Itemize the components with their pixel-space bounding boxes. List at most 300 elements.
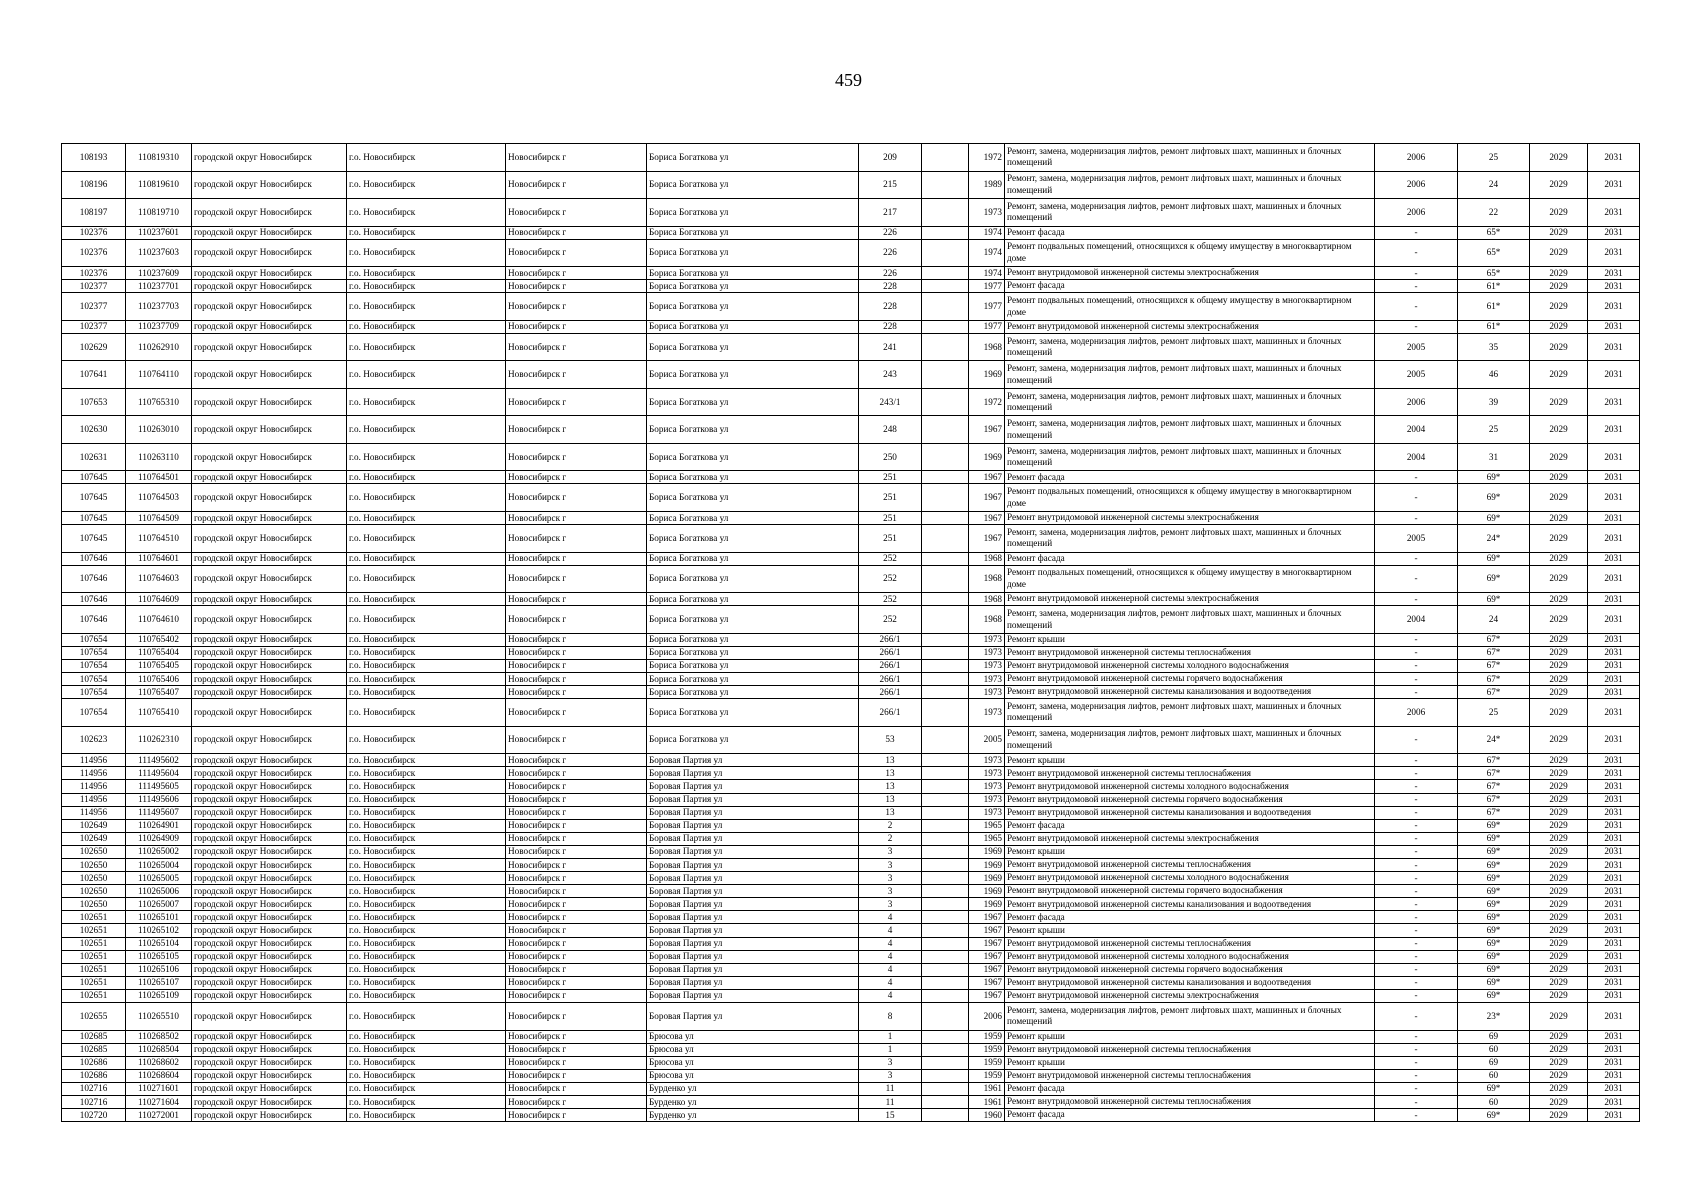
cell-last-repair-year: - bbox=[1375, 484, 1458, 512]
cell-house-id: 102685 bbox=[62, 1030, 126, 1043]
cell-building bbox=[922, 333, 969, 361]
cell-item-code: 110265005 bbox=[126, 872, 192, 885]
table-row bbox=[62, 239, 1640, 267]
cell-plan-end-year: 2031 bbox=[1588, 1043, 1640, 1056]
cell-house-number: 266/1 bbox=[859, 699, 922, 727]
cell-build-year: 1974 bbox=[969, 226, 1005, 239]
cell-last-repair-year: - bbox=[1375, 673, 1458, 686]
cell-plan-start-year: 2029 bbox=[1530, 976, 1588, 989]
cell-municipal-district: г.о. Новосибирск bbox=[347, 239, 506, 267]
cell-last-repair-year: - bbox=[1375, 633, 1458, 646]
table-row bbox=[62, 280, 1640, 293]
cell-municipal-district: г.о. Новосибирск bbox=[347, 858, 506, 871]
cell-wear-percent: 67* bbox=[1458, 767, 1530, 780]
cell-municipality: городской округ Новосибирск bbox=[192, 471, 347, 484]
cell-house-id: 102623 bbox=[62, 726, 126, 754]
cell-work-type: Ремонт внутридомовой инженерной системы теплоснабжения bbox=[1005, 1095, 1375, 1108]
cell-plan-end-year: 2031 bbox=[1588, 267, 1640, 280]
cell-wear-percent: 69* bbox=[1458, 593, 1530, 606]
cell-plan-end-year: 2031 bbox=[1588, 845, 1640, 858]
cell-house-number: 251 bbox=[859, 471, 922, 484]
cell-item-code: 110764503 bbox=[126, 484, 192, 512]
cell-street: Боровая Партия ул bbox=[647, 963, 859, 976]
table-row bbox=[62, 924, 1640, 937]
cell-build-year: 1968 bbox=[969, 552, 1005, 565]
cell-plan-start-year: 2029 bbox=[1530, 780, 1588, 793]
table-row bbox=[62, 443, 1640, 471]
cell-build-year: 1969 bbox=[969, 845, 1005, 858]
table-row bbox=[62, 199, 1640, 227]
cell-wear-percent: 69* bbox=[1458, 911, 1530, 924]
cell-building bbox=[922, 565, 969, 593]
cell-plan-start-year: 2029 bbox=[1530, 963, 1588, 976]
table-row bbox=[62, 226, 1640, 239]
cell-last-repair-year: - bbox=[1375, 1056, 1458, 1069]
cell-work-type: Ремонт внутридомовой инженерной системы электроснабжения bbox=[1005, 267, 1375, 280]
cell-plan-end-year: 2031 bbox=[1588, 793, 1640, 806]
cell-municipal-district: г.о. Новосибирск bbox=[347, 793, 506, 806]
cell-plan-start-year: 2029 bbox=[1530, 226, 1588, 239]
cell-last-repair-year: - bbox=[1375, 937, 1458, 950]
cell-house-number: 228 bbox=[859, 293, 922, 321]
cell-building bbox=[922, 361, 969, 389]
cell-last-repair-year: - bbox=[1375, 726, 1458, 754]
cell-work-type: Ремонт фасада bbox=[1005, 1109, 1375, 1122]
table-row bbox=[62, 333, 1640, 361]
cell-municipality: городской округ Новосибирск bbox=[192, 1082, 347, 1095]
table-row bbox=[62, 845, 1640, 858]
cell-street: Боровая Партия ул bbox=[647, 937, 859, 950]
cell-street: Боровая Партия ул bbox=[647, 832, 859, 845]
cell-wear-percent: 69* bbox=[1458, 885, 1530, 898]
cell-wear-percent: 25 bbox=[1458, 699, 1530, 727]
cell-locality: Новосибирск г bbox=[506, 416, 647, 444]
cell-plan-end-year: 2031 bbox=[1588, 1030, 1640, 1043]
cell-wear-percent: 24* bbox=[1458, 726, 1530, 754]
cell-plan-start-year: 2029 bbox=[1530, 171, 1588, 199]
cell-last-repair-year: 2005 bbox=[1375, 361, 1458, 389]
cell-last-repair-year: 2006 bbox=[1375, 388, 1458, 416]
cell-last-repair-year: 2004 bbox=[1375, 443, 1458, 471]
cell-work-type: Ремонт, замена, модернизация лифтов, ремонт лифтовых шахт, машинных и блочных помещений bbox=[1005, 606, 1375, 634]
cell-house-number: 13 bbox=[859, 767, 922, 780]
cell-street: Боровая Партия ул bbox=[647, 754, 859, 767]
cell-plan-start-year: 2029 bbox=[1530, 898, 1588, 911]
cell-plan-start-year: 2029 bbox=[1530, 793, 1588, 806]
cell-municipality: городской округ Новосибирск bbox=[192, 872, 347, 885]
cell-municipal-district: г.о. Новосибирск bbox=[347, 606, 506, 634]
cell-municipality: городской округ Новосибирск bbox=[192, 989, 347, 1002]
cell-wear-percent: 23* bbox=[1458, 1003, 1530, 1031]
cell-locality: Новосибирск г bbox=[506, 593, 647, 606]
cell-locality: Новосибирск г bbox=[506, 606, 647, 634]
cell-work-type: Ремонт внутридомовой инженерной системы горячего водоснабжения bbox=[1005, 963, 1375, 976]
cell-building bbox=[922, 1003, 969, 1031]
cell-work-type: Ремонт внутридомовой инженерной системы электроснабжения bbox=[1005, 593, 1375, 606]
cell-street: Бориса Богаткова ул bbox=[647, 552, 859, 565]
cell-municipality: городской округ Новосибирск bbox=[192, 552, 347, 565]
cell-wear-percent: 24* bbox=[1458, 525, 1530, 553]
cell-locality: Новосибирск г bbox=[506, 726, 647, 754]
cell-plan-end-year: 2031 bbox=[1588, 911, 1640, 924]
cell-plan-start-year: 2029 bbox=[1530, 565, 1588, 593]
cell-street: Боровая Партия ул bbox=[647, 858, 859, 871]
cell-plan-start-year: 2029 bbox=[1530, 633, 1588, 646]
cell-plan-end-year: 2031 bbox=[1588, 606, 1640, 634]
cell-locality: Новосибирск г bbox=[506, 754, 647, 767]
cell-building bbox=[922, 471, 969, 484]
cell-house-id: 102651 bbox=[62, 937, 126, 950]
cell-street: Бориса Богаткова ул bbox=[647, 333, 859, 361]
cell-house-id: 102377 bbox=[62, 320, 126, 333]
cell-house-number: 11 bbox=[859, 1082, 922, 1095]
cell-plan-end-year: 2031 bbox=[1588, 593, 1640, 606]
table-row bbox=[62, 552, 1640, 565]
cell-house-id: 107641 bbox=[62, 361, 126, 389]
cell-work-type: Ремонт крыши bbox=[1005, 1030, 1375, 1043]
cell-house-number: 3 bbox=[859, 1069, 922, 1082]
cell-plan-start-year: 2029 bbox=[1530, 1043, 1588, 1056]
cell-wear-percent: 65* bbox=[1458, 267, 1530, 280]
cell-municipal-district: г.о. Новосибирск bbox=[347, 471, 506, 484]
cell-plan-end-year: 2031 bbox=[1588, 280, 1640, 293]
cell-building bbox=[922, 511, 969, 524]
cell-house-number: 1 bbox=[859, 1030, 922, 1043]
cell-plan-end-year: 2031 bbox=[1588, 199, 1640, 227]
cell-building bbox=[922, 1082, 969, 1095]
cell-locality: Новосибирск г bbox=[506, 1069, 647, 1082]
cell-last-repair-year: 2006 bbox=[1375, 144, 1458, 172]
cell-street: Бориса Богаткова ул bbox=[647, 565, 859, 593]
cell-build-year: 1967 bbox=[969, 963, 1005, 976]
cell-house-number: 4 bbox=[859, 937, 922, 950]
cell-last-repair-year: - bbox=[1375, 858, 1458, 871]
cell-plan-end-year: 2031 bbox=[1588, 226, 1640, 239]
cell-wear-percent: 31 bbox=[1458, 443, 1530, 471]
cell-house-number: 11 bbox=[859, 1095, 922, 1108]
cell-building bbox=[922, 924, 969, 937]
cell-house-id: 107645 bbox=[62, 484, 126, 512]
cell-plan-end-year: 2031 bbox=[1588, 1069, 1640, 1082]
cell-street: Бориса Богаткова ул bbox=[647, 633, 859, 646]
cell-build-year: 1973 bbox=[969, 754, 1005, 767]
cell-plan-end-year: 2031 bbox=[1588, 659, 1640, 672]
cell-street: Бориса Богаткова ул bbox=[647, 199, 859, 227]
cell-plan-end-year: 2031 bbox=[1588, 924, 1640, 937]
cell-house-number: 241 bbox=[859, 333, 922, 361]
cell-item-code: 110268602 bbox=[126, 1056, 192, 1069]
cell-work-type: Ремонт внутридомовой инженерной системы канализования и водоотведения bbox=[1005, 806, 1375, 819]
cell-build-year: 1977 bbox=[969, 280, 1005, 293]
cell-plan-end-year: 2031 bbox=[1588, 1082, 1640, 1095]
cell-locality: Новосибирск г bbox=[506, 484, 647, 512]
cell-house-number: 4 bbox=[859, 911, 922, 924]
cell-item-code: 110765310 bbox=[126, 388, 192, 416]
cell-last-repair-year: - bbox=[1375, 976, 1458, 989]
cell-wear-percent: 24 bbox=[1458, 171, 1530, 199]
cell-street: Бурденко ул bbox=[647, 1095, 859, 1108]
cell-item-code: 110765407 bbox=[126, 686, 192, 699]
cell-item-code: 110265106 bbox=[126, 963, 192, 976]
cell-build-year: 1968 bbox=[969, 565, 1005, 593]
cell-build-year: 1967 bbox=[969, 976, 1005, 989]
table-row bbox=[62, 963, 1640, 976]
cell-wear-percent: 39 bbox=[1458, 388, 1530, 416]
cell-house-number: 252 bbox=[859, 565, 922, 593]
cell-building bbox=[922, 293, 969, 321]
cell-locality: Новосибирск г bbox=[506, 686, 647, 699]
cell-wear-percent: 67* bbox=[1458, 793, 1530, 806]
cell-municipality: городской округ Новосибирск bbox=[192, 924, 347, 937]
cell-item-code: 110765404 bbox=[126, 646, 192, 659]
cell-house-id: 107646 bbox=[62, 552, 126, 565]
cell-plan-end-year: 2031 bbox=[1588, 144, 1640, 172]
cell-building bbox=[922, 606, 969, 634]
cell-plan-start-year: 2029 bbox=[1530, 673, 1588, 686]
cell-municipal-district: г.о. Новосибирск bbox=[347, 1043, 506, 1056]
cell-item-code: 110271604 bbox=[126, 1095, 192, 1108]
cell-wear-percent: 69* bbox=[1458, 872, 1530, 885]
cell-plan-end-year: 2031 bbox=[1588, 898, 1640, 911]
cell-plan-start-year: 2029 bbox=[1530, 989, 1588, 1002]
cell-municipality: городской округ Новосибирск bbox=[192, 937, 347, 950]
cell-building bbox=[922, 267, 969, 280]
cell-last-repair-year: - bbox=[1375, 659, 1458, 672]
table-row bbox=[62, 673, 1640, 686]
cell-plan-start-year: 2029 bbox=[1530, 361, 1588, 389]
cell-build-year: 1967 bbox=[969, 471, 1005, 484]
cell-work-type: Ремонт внутридомовой инженерной системы электроснабжения bbox=[1005, 320, 1375, 333]
cell-wear-percent: 67* bbox=[1458, 754, 1530, 767]
cell-work-type: Ремонт фасада bbox=[1005, 226, 1375, 239]
cell-plan-start-year: 2029 bbox=[1530, 845, 1588, 858]
cell-wear-percent: 67* bbox=[1458, 659, 1530, 672]
table-row bbox=[62, 606, 1640, 634]
cell-house-number: 3 bbox=[859, 1056, 922, 1069]
cell-wear-percent: 25 bbox=[1458, 144, 1530, 172]
cell-municipality: городской округ Новосибирск bbox=[192, 144, 347, 172]
cell-last-repair-year: - bbox=[1375, 754, 1458, 767]
cell-municipal-district: г.о. Новосибирск bbox=[347, 293, 506, 321]
cell-municipality: городской округ Новосибирск bbox=[192, 280, 347, 293]
cell-build-year: 1967 bbox=[969, 911, 1005, 924]
cell-plan-start-year: 2029 bbox=[1530, 1109, 1588, 1122]
cell-building bbox=[922, 989, 969, 1002]
cell-plan-end-year: 2031 bbox=[1588, 806, 1640, 819]
cell-plan-start-year: 2029 bbox=[1530, 593, 1588, 606]
cell-plan-start-year: 2029 bbox=[1530, 525, 1588, 553]
cell-street: Бориса Богаткова ул bbox=[647, 280, 859, 293]
cell-wear-percent: 69* bbox=[1458, 976, 1530, 989]
table-row bbox=[62, 872, 1640, 885]
cell-house-id: 102377 bbox=[62, 280, 126, 293]
cell-building bbox=[922, 872, 969, 885]
cell-item-code: 111495606 bbox=[126, 793, 192, 806]
cell-municipal-district: г.о. Новосибирск bbox=[347, 937, 506, 950]
cell-plan-start-year: 2029 bbox=[1530, 443, 1588, 471]
cell-plan-start-year: 2029 bbox=[1530, 333, 1588, 361]
cell-street: Боровая Партия ул bbox=[647, 780, 859, 793]
cell-last-repair-year: - bbox=[1375, 1043, 1458, 1056]
cell-plan-start-year: 2029 bbox=[1530, 606, 1588, 634]
cell-work-type: Ремонт внутридомовой инженерной системы канализования и водоотведения bbox=[1005, 898, 1375, 911]
cell-last-repair-year: - bbox=[1375, 1069, 1458, 1082]
table-row bbox=[62, 471, 1640, 484]
cell-locality: Новосибирск г bbox=[506, 911, 647, 924]
cell-last-repair-year: - bbox=[1375, 646, 1458, 659]
cell-plan-start-year: 2029 bbox=[1530, 767, 1588, 780]
cell-municipal-district: г.о. Новосибирск bbox=[347, 1030, 506, 1043]
cell-locality: Новосибирск г bbox=[506, 950, 647, 963]
cell-street: Бориса Богаткова ул bbox=[647, 361, 859, 389]
cell-street: Бориса Богаткова ул bbox=[647, 171, 859, 199]
cell-item-code: 110262310 bbox=[126, 726, 192, 754]
cell-build-year: 1973 bbox=[969, 793, 1005, 806]
cell-street: Бурденко ул bbox=[647, 1109, 859, 1122]
cell-street: Боровая Партия ул bbox=[647, 898, 859, 911]
cell-work-type: Ремонт, замена, модернизация лифтов, ремонт лифтовых шахт, машинных и блочных помещений bbox=[1005, 199, 1375, 227]
cell-street: Бориса Богаткова ул bbox=[647, 443, 859, 471]
cell-plan-end-year: 2031 bbox=[1588, 333, 1640, 361]
cell-house-id: 107646 bbox=[62, 565, 126, 593]
cell-item-code: 110237603 bbox=[126, 239, 192, 267]
cell-plan-start-year: 2029 bbox=[1530, 388, 1588, 416]
cell-locality: Новосибирск г bbox=[506, 832, 647, 845]
cell-work-type: Ремонт, замена, модернизация лифтов, ремонт лифтовых шахт, машинных и блочных помещений bbox=[1005, 525, 1375, 553]
cell-plan-end-year: 2031 bbox=[1588, 832, 1640, 845]
cell-house-id: 108196 bbox=[62, 171, 126, 199]
cell-building bbox=[922, 593, 969, 606]
cell-house-id: 102685 bbox=[62, 1043, 126, 1056]
cell-build-year: 1973 bbox=[969, 686, 1005, 699]
cell-locality: Новосибирск г bbox=[506, 1003, 647, 1031]
cell-house-number: 4 bbox=[859, 924, 922, 937]
cell-wear-percent: 35 bbox=[1458, 333, 1530, 361]
table-row bbox=[62, 293, 1640, 321]
cell-plan-start-year: 2029 bbox=[1530, 1082, 1588, 1095]
cell-wear-percent: 67* bbox=[1458, 633, 1530, 646]
cell-wear-percent: 69* bbox=[1458, 989, 1530, 1002]
cell-municipality: городской округ Новосибирск bbox=[192, 388, 347, 416]
cell-locality: Новосибирск г bbox=[506, 280, 647, 293]
cell-plan-end-year: 2031 bbox=[1588, 989, 1640, 1002]
cell-item-code: 110265007 bbox=[126, 898, 192, 911]
table-row bbox=[62, 858, 1640, 871]
cell-house-id: 102651 bbox=[62, 911, 126, 924]
cell-house-id: 102376 bbox=[62, 226, 126, 239]
cell-house-id: 108193 bbox=[62, 144, 126, 172]
cell-house-id: 107654 bbox=[62, 699, 126, 727]
cell-item-code: 110268502 bbox=[126, 1030, 192, 1043]
cell-work-type: Ремонт внутридомовой инженерной системы холодного водоснабжения bbox=[1005, 872, 1375, 885]
cell-building bbox=[922, 239, 969, 267]
cell-build-year: 1967 bbox=[969, 511, 1005, 524]
cell-last-repair-year: - bbox=[1375, 471, 1458, 484]
cell-building bbox=[922, 754, 969, 767]
cell-wear-percent: 69* bbox=[1458, 1082, 1530, 1095]
cell-street: Бориса Богаткова ул bbox=[647, 293, 859, 321]
cell-street: Брюсова ул bbox=[647, 1069, 859, 1082]
cell-build-year: 1967 bbox=[969, 484, 1005, 512]
cell-last-repair-year: - bbox=[1375, 780, 1458, 793]
cell-plan-end-year: 2031 bbox=[1588, 767, 1640, 780]
cell-item-code: 110263110 bbox=[126, 443, 192, 471]
cell-plan-end-year: 2031 bbox=[1588, 780, 1640, 793]
cell-municipality: городской округ Новосибирск bbox=[192, 443, 347, 471]
cell-work-type: Ремонт внутридомовой инженерной системы канализования и водоотведения bbox=[1005, 976, 1375, 989]
cell-item-code: 110263010 bbox=[126, 416, 192, 444]
cell-plan-start-year: 2029 bbox=[1530, 885, 1588, 898]
cell-last-repair-year: - bbox=[1375, 1030, 1458, 1043]
cell-municipality: городской округ Новосибирск bbox=[192, 333, 347, 361]
cell-last-repair-year: - bbox=[1375, 511, 1458, 524]
cell-house-id: 102655 bbox=[62, 1003, 126, 1031]
cell-build-year: 1967 bbox=[969, 989, 1005, 1002]
table-row bbox=[62, 1109, 1640, 1122]
cell-item-code: 110764609 bbox=[126, 593, 192, 606]
cell-house-number: 8 bbox=[859, 1003, 922, 1031]
cell-wear-percent: 67* bbox=[1458, 686, 1530, 699]
cell-work-type: Ремонт фасада bbox=[1005, 552, 1375, 565]
cell-item-code: 110819610 bbox=[126, 171, 192, 199]
cell-municipal-district: г.о. Новосибирск bbox=[347, 144, 506, 172]
cell-build-year: 1967 bbox=[969, 950, 1005, 963]
cell-municipal-district: г.о. Новосибирск bbox=[347, 443, 506, 471]
cell-build-year: 1968 bbox=[969, 593, 1005, 606]
table-row bbox=[62, 1030, 1640, 1043]
cell-plan-start-year: 2029 bbox=[1530, 199, 1588, 227]
cell-building bbox=[922, 1043, 969, 1056]
cell-street: Боровая Партия ул bbox=[647, 989, 859, 1002]
cell-street: Боровая Партия ул bbox=[647, 793, 859, 806]
cell-item-code: 110265107 bbox=[126, 976, 192, 989]
cell-plan-start-year: 2029 bbox=[1530, 686, 1588, 699]
cell-municipality: городской округ Новосибирск bbox=[192, 1030, 347, 1043]
cell-last-repair-year: 2004 bbox=[1375, 416, 1458, 444]
cell-plan-start-year: 2029 bbox=[1530, 806, 1588, 819]
table-body bbox=[62, 144, 1640, 1122]
cell-municipal-district: г.о. Новосибирск bbox=[347, 767, 506, 780]
table-row bbox=[62, 416, 1640, 444]
cell-item-code: 110272001 bbox=[126, 1109, 192, 1122]
cell-street: Бориса Богаткова ул bbox=[647, 484, 859, 512]
cell-municipal-district: г.о. Новосибирск bbox=[347, 885, 506, 898]
cell-house-number: 252 bbox=[859, 552, 922, 565]
cell-building bbox=[922, 199, 969, 227]
cell-plan-start-year: 2029 bbox=[1530, 911, 1588, 924]
table-row bbox=[62, 806, 1640, 819]
cell-plan-end-year: 2031 bbox=[1588, 726, 1640, 754]
cell-build-year: 1977 bbox=[969, 293, 1005, 321]
cell-plan-end-year: 2031 bbox=[1588, 320, 1640, 333]
cell-build-year: 1959 bbox=[969, 1043, 1005, 1056]
table-row bbox=[62, 525, 1640, 553]
cell-house-number: 215 bbox=[859, 171, 922, 199]
cell-item-code: 111495605 bbox=[126, 780, 192, 793]
cell-work-type: Ремонт внутридомовой инженерной системы теплоснабжения bbox=[1005, 1043, 1375, 1056]
cell-street: Боровая Партия ул bbox=[647, 872, 859, 885]
cell-plan-end-year: 2031 bbox=[1588, 443, 1640, 471]
cell-municipality: городской округ Новосибирск bbox=[192, 511, 347, 524]
cell-building bbox=[922, 646, 969, 659]
table-row bbox=[62, 780, 1640, 793]
cell-item-code: 110764510 bbox=[126, 525, 192, 553]
cell-house-id: 114956 bbox=[62, 767, 126, 780]
cell-work-type: Ремонт внутридомовой инженерной системы канализования и водоотведения bbox=[1005, 686, 1375, 699]
cell-build-year: 1989 bbox=[969, 171, 1005, 199]
cell-wear-percent: 69* bbox=[1458, 1109, 1530, 1122]
table-row bbox=[62, 1095, 1640, 1108]
